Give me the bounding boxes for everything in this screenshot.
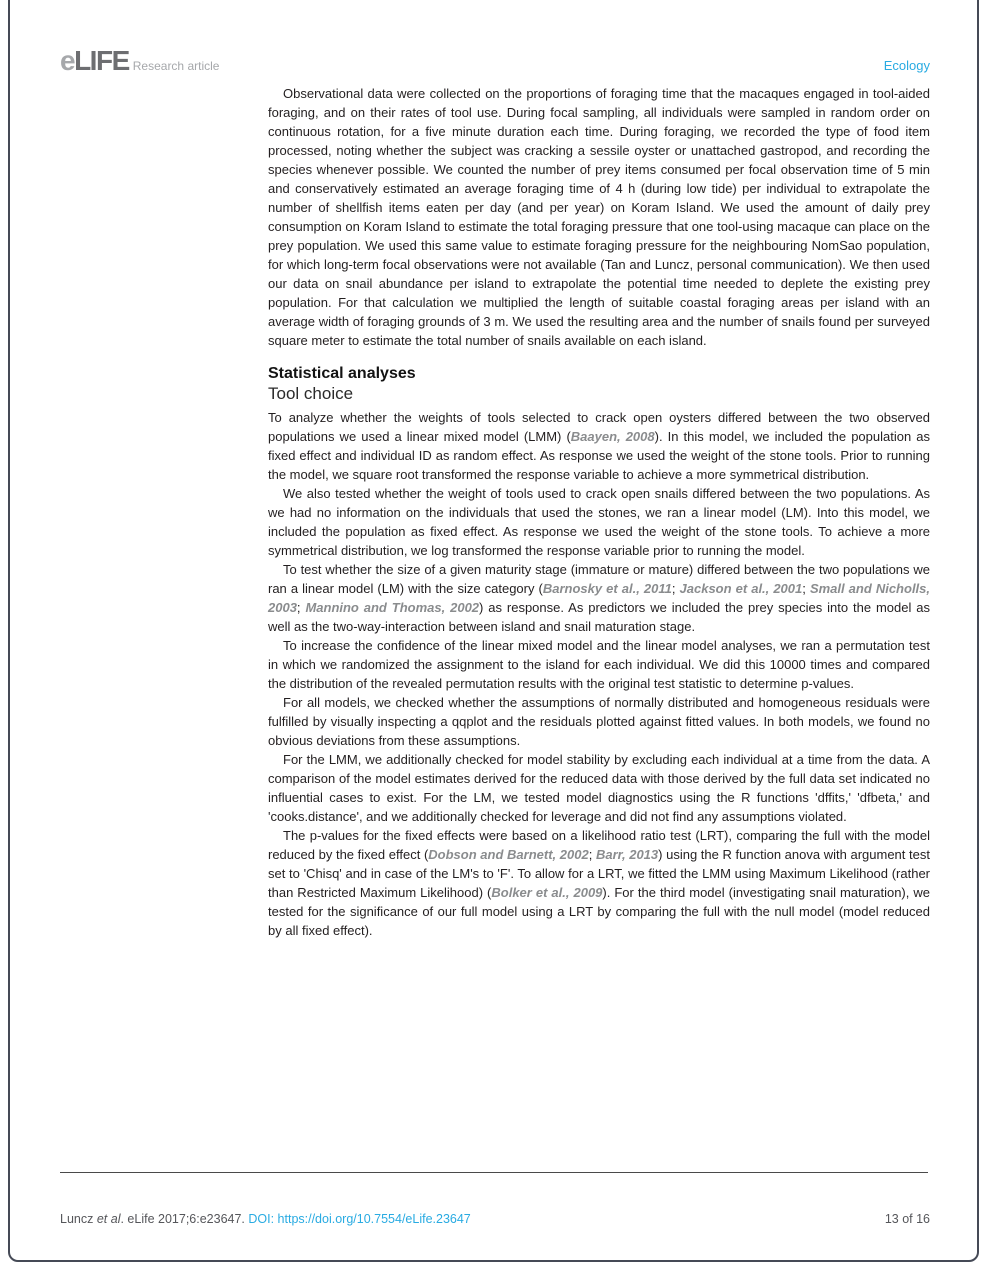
text-run: ; xyxy=(802,581,810,596)
text-run: . eLife 2017;6:e23647. xyxy=(120,1212,249,1226)
subsection-heading-tool-choice: Tool choice xyxy=(268,384,354,403)
paragraph-permutation-test xyxy=(268,636,930,693)
page-header xyxy=(60,45,930,77)
text-run: To increase the confidence of the linear mixed model and the linear model analyses, we ran a permutation test in which we randomized the assignment to the island for each individual. We did this 10000 times and compared the distribution of the revealed permutation results with the original test statistic to determine p-values. xyxy=(268,638,930,691)
paragraph-snail-lm xyxy=(268,484,930,560)
paragraph-tool-lmm xyxy=(268,408,930,484)
subject-area-label: Ecology xyxy=(883,58,930,73)
citation-link[interactable]: Barr, 2013 xyxy=(595,847,659,862)
text-run: Luncz xyxy=(60,1212,97,1226)
citation-link[interactable]: Dobson and Barnett, 2002 xyxy=(428,847,589,862)
text-run: For all models, we checked whether the assumptions of normally distributed and homogeneous residuals were fulfilled by visually inspecting a qqplot and the residuals plotted against fitted values. In both models, we found no obvious deviations from these assumptions. xyxy=(268,695,930,748)
text-run: To analyze whether the weights of tools selected to crack open oysters differed between the two observed populations we used a linear mixed model (LMM) ( xyxy=(268,410,930,444)
text-run: et al xyxy=(96,1212,121,1226)
page-footer xyxy=(60,1212,930,1226)
citation-link[interactable]: Mannino and Thomas, 2002 xyxy=(305,600,480,615)
paragraph-maturity-model xyxy=(268,560,930,636)
text-run: The p-values for the fixed effects were based on a likelihood ratio test (LRT), comparing the full with the model reduced by the fixed effect ( xyxy=(268,828,930,862)
paragraph-model-assumptions xyxy=(268,693,930,750)
text-run: ; xyxy=(671,581,680,596)
text-run: We also tested whether the weight of tools used to crack open snails differed between the two populations. As we had no information on the individuals that used the stones, we ran a linear model (LM). Into this model, we included the population as fixed effect. As response we used the weight of the stone tools. To achieve a more symmetrical distribution, we log transformed the response variable prior to running the model. xyxy=(268,486,930,558)
article-body xyxy=(268,84,930,940)
paragraph-methods-intro xyxy=(268,84,930,350)
text-run: ). For the third model (investigating snail maturation), we tested for the significance of our full model using a LRT by comparing the full with the null model (model reduced by all fixed effect). xyxy=(268,885,930,938)
citation-link[interactable]: Bolker et al., 2009 xyxy=(491,885,603,900)
footer-divider xyxy=(60,1172,928,1173)
paragraph-model-stability xyxy=(268,750,930,826)
text-run: ) as response. As predictors we included the prey species into the model as well as the two-way-interaction between island and snail maturation stage. xyxy=(268,600,930,634)
page-number-indicator: 13 of 16 xyxy=(884,1212,930,1226)
section-heading-statistical-analyses: Statistical analyses xyxy=(268,365,416,382)
text-run: ; xyxy=(588,847,596,862)
text-run: To test whether the size of a given maturity stage (immature or mature) differed between the two populations we ran a linear model (LM) with the size category ( xyxy=(268,562,930,596)
article-type-label: Research article xyxy=(132,59,220,73)
citation-link[interactable]: Small and Nicholls, 2003 xyxy=(268,581,931,615)
text-run: ). In this model, we included the population as fixed effect and individual ID as random effect. As response we used the weight of the stone tools. Prior to running the model, we square root transformed the response variable to achieve a more symmetrical distribution. xyxy=(268,429,930,482)
text-run: ; xyxy=(296,600,306,615)
text-run: For the LMM, we additionally checked for model stability by excluding each individual at a time from the data. A comparison of the model estimates derived for the reduced data with those derived by the full data set indicated no influential cases to exist. For the LM, we tested model diagnostics using the R functions 'dffits,' 'dfbeta,' and 'cooks.distance', and we additionally checked for leverage and did not find any assumptions violated. xyxy=(268,752,930,824)
citation-link[interactable]: Jackson et al., 2001 xyxy=(679,581,803,596)
article-citation xyxy=(60,1212,471,1226)
text-run: ) using the R function anova with argument test set to 'Chisq' and in case of the LM's to 'F'. To allow for a LRT, we fitted the LMM using Maximum Likelihood (rather than Restricted Maximum Likelihood) ( xyxy=(268,847,930,900)
citation-link[interactable]: Barnosky et al., 2011 xyxy=(542,581,672,596)
elife-logo-life: LIFE xyxy=(74,45,129,76)
paragraph-pvalues-lrt xyxy=(268,826,930,940)
text-run: Observational data were collected on the proportions of foraging time that the macaques engaged in tool-aided foraging, and on their rates of tool use. During focal sampling, all individuals were sampled in random order on continuous rotation, for a five minute duration each time. During foraging, we recorded the type of food item processed, noting whether the subject was cracking a sessile oyster or unattached gastropod, and recording the species whenever possible. We counted the number of prey items consumed per focal observation time of 5 min and conservatively estimated an average foraging time of 4 h (during low tide) per individual to extrapolate the number of shellfish items eaten per day (and per year) on Koram Island. We used the amount of daily prey consumption on Koram Island to estimate the total foraging pressure that one tool-using macaque can place on the prey population. We used this same value to estimate foraging pressure for the neighbouring NomSao population, for which long-term focal observations were not available (Tan and Luncz, personal communication). We then used our data on snail abundance per island to extrapolate the potential time needed to deplete the existing prey population. For that calculation we multiplied the length of suitable coastal foraging areas per island with an average width of foraging grounds of 3 m. We used the resulting area and the number of snails found per surveyed square meter to estimate the total number of snails available on each island. xyxy=(268,86,930,348)
citation-link[interactable]: Baayen, 2008 xyxy=(570,429,655,444)
elife-logo-e: e xyxy=(60,45,75,76)
doi-link[interactable]: DOI: https://doi.org/10.7554/eLife.23647 xyxy=(248,1212,471,1226)
elife-logo xyxy=(60,45,219,77)
